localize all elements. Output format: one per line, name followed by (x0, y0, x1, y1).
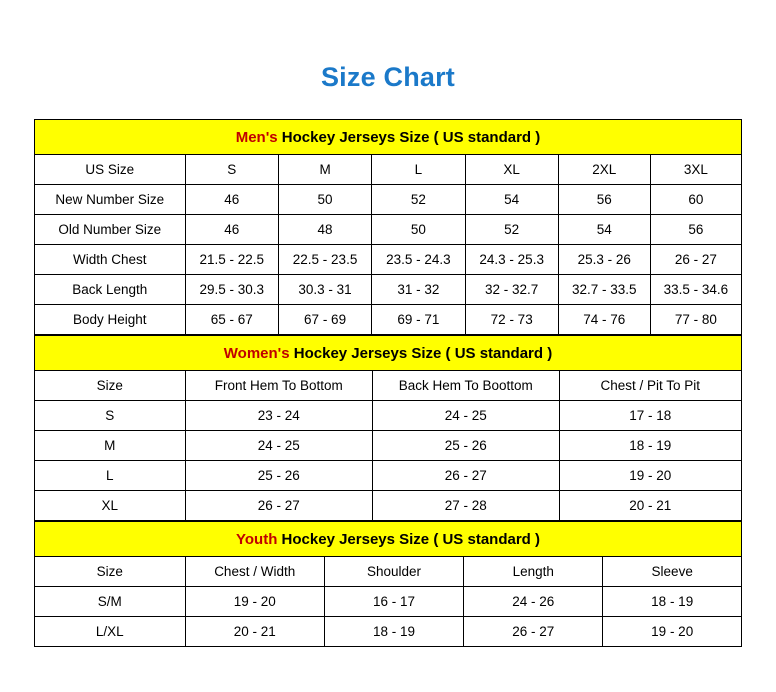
youth-col-3: Length (464, 557, 603, 587)
mens-row-4-label: Body Height (35, 305, 186, 335)
youth-col-0: Size (35, 557, 186, 587)
womens-row-2-val-1: 26 - 27 (372, 461, 559, 491)
table-row (35, 401, 742, 431)
mens-col-1: S (185, 155, 278, 185)
mens-row-2-val-0: 21.5 - 22.5 (185, 245, 278, 275)
table-row (35, 587, 742, 617)
mens-row-1-val-2: 50 (372, 215, 465, 245)
womens-row-2-label: L (35, 461, 186, 491)
womens-row-3-val-0: 26 - 27 (185, 491, 372, 521)
mens-row-0-val-1: 50 (278, 185, 371, 215)
mens-row-0-val-4: 56 (558, 185, 650, 215)
youth-row-0-val-3: 18 - 19 (603, 587, 742, 617)
table-row (35, 245, 742, 275)
womens-row-0-val-1: 24 - 25 (372, 401, 559, 431)
mens-row-3-val-1: 30.3 - 31 (278, 275, 371, 305)
youth-col-4: Sleeve (603, 557, 742, 587)
table-row (35, 305, 742, 335)
youth-heading-accent: Youth (236, 530, 278, 548)
youth-row-1-val-3: 19 - 20 (603, 617, 742, 647)
mens-row-4-val-3: 72 - 73 (465, 305, 558, 335)
mens-row-1-val-5: 56 (650, 215, 741, 245)
mens-row-4-val-0: 65 - 67 (185, 305, 278, 335)
womens-heading-cell (35, 336, 742, 371)
womens-row-2-val-0: 25 - 26 (185, 461, 372, 491)
table-row (35, 215, 742, 245)
table-row (35, 275, 742, 305)
mens-row-1-label: Old Number Size (35, 215, 186, 245)
mens-row-3-val-2: 31 - 32 (372, 275, 465, 305)
youth-row-0-val-1: 16 - 17 (324, 587, 463, 617)
womens-row-0-label: S (35, 401, 186, 431)
womens-row-0-val-2: 17 - 18 (559, 401, 741, 431)
mens-row-3-val-0: 29.5 - 30.3 (185, 275, 278, 305)
womens-col-3: Chest / Pit To Pit (559, 371, 741, 401)
mens-row-1-val-4: 54 (558, 215, 650, 245)
mens-heading-cell (35, 120, 742, 155)
page-title: Size Chart (320, 62, 456, 92)
mens-row-0-label: New Number Size (35, 185, 186, 215)
youth-row-1-val-2: 26 - 27 (464, 617, 603, 647)
mens-col-3: L (372, 155, 465, 185)
womens-row-3-label: XL (35, 491, 186, 521)
womens-row-3-val-1: 27 - 28 (372, 491, 559, 521)
mens-col-4: XL (465, 155, 558, 185)
mens-row-4-val-4: 74 - 76 (558, 305, 650, 335)
table-row (35, 185, 742, 215)
table-row (35, 491, 742, 521)
youth-row-1-val-1: 18 - 19 (324, 617, 463, 647)
youth-row-0-label: S/M (35, 587, 186, 617)
mens-row-0-val-3: 54 (465, 185, 558, 215)
table-row (35, 461, 742, 491)
womens-row-1-val-2: 18 - 19 (559, 431, 741, 461)
womens-col-0: Size (35, 371, 186, 401)
mens-heading-rest: Hockey Jerseys Size ( US standard ) (277, 128, 541, 146)
youth-section-heading (35, 522, 742, 557)
womens-row-1-val-1: 25 - 26 (372, 431, 559, 461)
youth-size-table (34, 521, 742, 647)
womens-row-0-val-0: 23 - 24 (185, 401, 372, 431)
womens-header-row (35, 371, 742, 401)
mens-row-2-val-5: 26 - 27 (650, 245, 741, 275)
womens-col-2: Back Hem To Boottom (372, 371, 559, 401)
mens-row-4-val-5: 77 - 80 (650, 305, 741, 335)
mens-row-2-val-3: 24.3 - 25.3 (465, 245, 558, 275)
mens-col-2: M (278, 155, 371, 185)
mens-row-3-val-4: 32.7 - 33.5 (558, 275, 650, 305)
mens-row-0-val-5: 60 (650, 185, 741, 215)
table-row (35, 431, 742, 461)
mens-col-0: US Size (35, 155, 186, 185)
youth-row-1-val-0: 20 - 21 (185, 617, 324, 647)
mens-row-1-val-0: 46 (185, 215, 278, 245)
womens-row-2-val-2: 19 - 20 (559, 461, 741, 491)
youth-row-1-label: L/XL (35, 617, 186, 647)
mens-row-1-val-1: 48 (278, 215, 371, 245)
mens-col-5: 2XL (558, 155, 650, 185)
mens-row-0-val-2: 52 (372, 185, 465, 215)
womens-heading-accent: Women's (223, 344, 290, 362)
womens-size-table (34, 335, 742, 521)
womens-col-1: Front Hem To Bottom (185, 371, 372, 401)
mens-row-4-val-2: 69 - 71 (372, 305, 465, 335)
mens-row-2-val-2: 23.5 - 24.3 (372, 245, 465, 275)
mens-size-table (34, 119, 742, 335)
youth-header-row (35, 557, 742, 587)
mens-heading-accent: Men's (235, 128, 278, 146)
youth-row-0-val-0: 19 - 20 (185, 587, 324, 617)
youth-col-1: Chest / Width (185, 557, 324, 587)
size-chart-tables (34, 119, 742, 647)
mens-row-3-label: Back Length (35, 275, 186, 305)
womens-heading-rest: Hockey Jerseys Size ( US standard ) (289, 344, 553, 362)
youth-heading-cell (35, 522, 742, 557)
mens-row-3-val-3: 32 - 32.7 (465, 275, 558, 305)
mens-header-row (35, 155, 742, 185)
mens-row-3-val-5: 33.5 - 34.6 (650, 275, 741, 305)
youth-heading-rest: Hockey Jerseys Size ( US standard ) (277, 530, 540, 548)
mens-section-heading (35, 120, 742, 155)
youth-row-0-val-2: 24 - 26 (464, 587, 603, 617)
mens-row-2-val-1: 22.5 - 23.5 (278, 245, 371, 275)
mens-row-1-val-3: 52 (465, 215, 558, 245)
womens-row-3-val-2: 20 - 21 (559, 491, 741, 521)
mens-row-2-val-4: 25.3 - 26 (558, 245, 650, 275)
youth-col-2: Shoulder (324, 557, 463, 587)
table-row (35, 617, 742, 647)
mens-row-4-val-1: 67 - 69 (278, 305, 371, 335)
mens-col-6: 3XL (650, 155, 741, 185)
womens-section-heading (35, 336, 742, 371)
mens-row-2-label: Width Chest (35, 245, 186, 275)
womens-row-1-label: M (35, 431, 186, 461)
womens-row-1-val-0: 24 - 25 (185, 431, 372, 461)
mens-row-0-val-0: 46 (185, 185, 278, 215)
